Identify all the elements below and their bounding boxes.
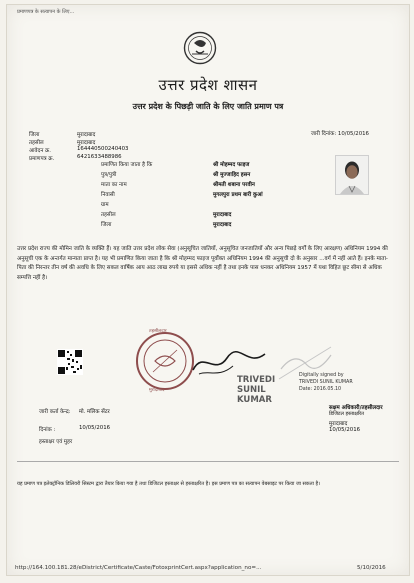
print-date: 5/10/2016 — [357, 565, 386, 571]
district-value: मुरादाबाद — [77, 132, 96, 138]
person-row-label: पुत्र/पुत्री — [101, 172, 117, 178]
digital-sign-note-1: Digitally signed by — [299, 373, 344, 378]
stamp-text-top: तहसीलदार — [149, 329, 167, 334]
source-url: http://164.100.181.28/eDistrict/Certificate/Caste/FotoxprintCert.aspx?application_no=... — [15, 565, 262, 571]
person-row-label: तहसील — [101, 212, 116, 218]
applicant-photo — [335, 155, 369, 195]
certificate-number-label: प्रमाणपत्र क्र. — [29, 156, 55, 162]
state-emblem-icon — [183, 31, 217, 65]
person-row-value: श्री मुज्जाहिद हसन — [213, 172, 251, 178]
person-row-value: मुरादाबाद — [213, 222, 232, 228]
certificate-number-value: 6421633488986 — [77, 154, 122, 160]
page-subtitle: उत्तर प्रदेश के पिछड़ी जाति के लिए जाति प्रमाण पत्र — [132, 101, 284, 111]
person-row-value: श्रीमती शबाना परवीन — [213, 182, 255, 188]
signer-name: TRIVEDI SUNIL KUMAR — [237, 375, 276, 405]
issued-date-value: 10/05/2016 — [79, 425, 111, 431]
official-seal-stamp — [135, 331, 195, 391]
certificate-page — [6, 4, 410, 576]
person-row-value: मुगलपुरा प्रथम बारी कुआं — [213, 192, 263, 198]
issued-date-label: दिनांक : — [39, 427, 56, 433]
footer-note: यह प्रमाण पत्र इलेक्ट्रॉनिक डिलिवरी सिस्टम द्वारा तैयार किया गया है तथा डिजिटल हस्ताक्षर से हस्ताक्षरित है। इस प्रमाण पत्र का सत्यापन वेबसाइट पर किया जा सकता है। — [17, 481, 321, 487]
person-row-value: श्री मोहम्मद फाइज — [213, 162, 250, 168]
page-title: उत्तर प्रदेश शासन — [158, 76, 258, 94]
authority-title: सक्षम अधिकारी/तहसीलदार — [329, 405, 383, 411]
person-row-label: माता का नाम — [101, 182, 127, 188]
digital-sign-note-3: Date: 2016.05.10 — [299, 387, 342, 392]
issue-date: जारी दिनांक: 10/05/2016 — [310, 131, 369, 137]
issued-by-value: मो. मलिक सेंटर — [79, 409, 110, 415]
district-label: जिला — [29, 132, 40, 138]
divider — [17, 461, 399, 462]
person-row-label: निवासी — [101, 192, 115, 198]
person-row-label: प्रमाणित किया जाता है कि — [101, 162, 153, 168]
tehsil-label: तहसील — [29, 140, 44, 146]
stamp-text-bottom: मुरादाबाद — [149, 388, 165, 393]
authority-place: मुरादाबाद — [329, 421, 348, 427]
application-number-label: आवेदन क्र. — [29, 148, 51, 154]
signature-seal-label: हस्ताक्षर एवं मुहर — [39, 439, 73, 445]
authority-subtitle: डिजिटल हस्ताक्षरित — [329, 411, 364, 417]
person-row-value: मुरादाबाद — [213, 212, 232, 218]
digital-sign-note-2: TRIVEDI SUNIL KUMAR — [299, 380, 353, 385]
person-row-label: ग्राम — [101, 202, 109, 208]
certificate-body: उत्तर प्रदेश राज्य की मोमिन जाति के व्यक्ति हैं। यह जाति उत्तर प्रदेश लोक सेवा (अनुसूचित जातियों, अनुसूचित जनजातियों और अन्य पिछड़े वर्गों के लिए आरक्षण) अधिनियम 1994 की अनुसूची एक के अन्तर्गत मान्यता प्राप्त है। यह भी प्रमाणित किया जाता है कि श्री मोहम्मद फाइज पूर्वोक्त अधिनियम 1994 की अनुसूची दो के अनुसार ...वर्ग में नहीं आते हैं। इनके माता-पिता की निरन्तर तीन वर्ष की अवधि के लिए सकल वार्षिक आय आठ लाख रुपये या इससे अधिक नहीं है तथा इनके पास धनकर अधिनियम 1957 में यथा विहित छूट सीमा से अधिक सम्पत्ति नहीं है। — [17, 246, 388, 281]
top-note: प्रमाणपत्र के सत्यापन के लिए... — [17, 9, 75, 15]
authority-date: 10/05/2016 — [329, 427, 361, 433]
application-number-value: 164440500240403 — [77, 146, 129, 152]
tehsil-value: मुरादाबाद — [77, 140, 96, 146]
qr-code-icon — [57, 349, 83, 375]
person-row-label: जिला — [101, 222, 112, 228]
issued-by-label: जारी कर्ता केन्द्र: — [39, 409, 71, 415]
